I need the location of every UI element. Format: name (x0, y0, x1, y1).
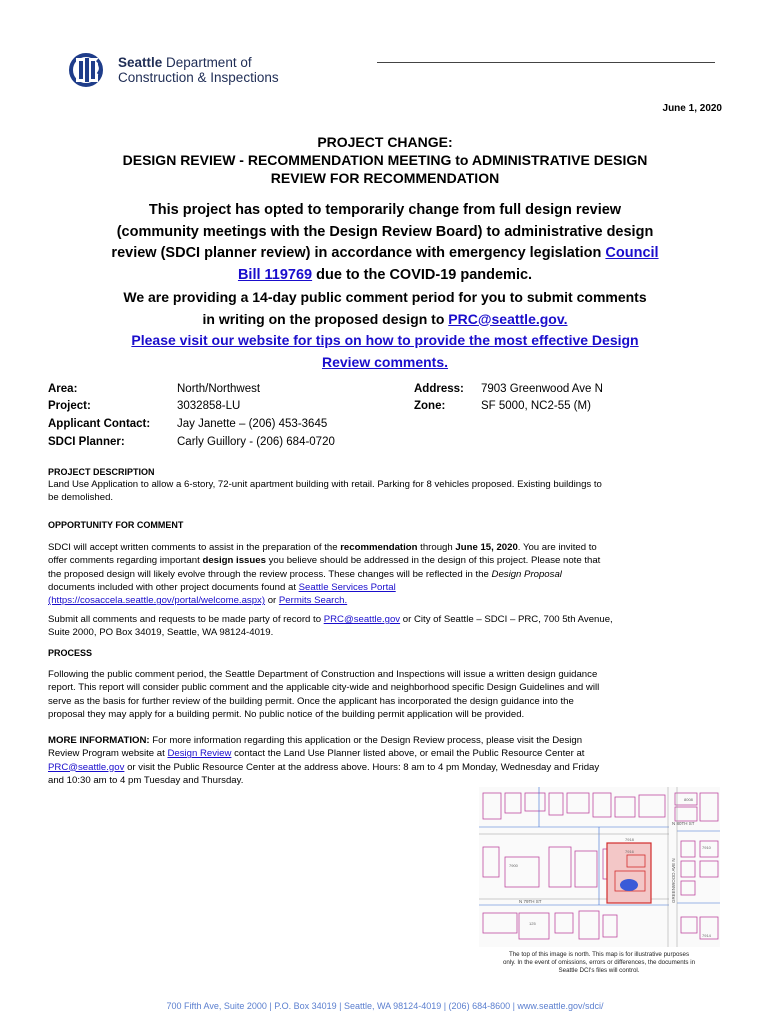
header-rule (377, 62, 715, 63)
lot-number: 125 (529, 921, 536, 926)
planner-label: SDCI Planner: (48, 436, 125, 448)
opp-text: you believe should be addressed in the design of this project. Please note that (265, 555, 601, 567)
prc-email-link[interactable]: PRC@seattle.gov. (448, 310, 568, 327)
project-description-text (48, 478, 724, 505)
intro-line-3: review (SDCI planner review) in accordance with emergency legislation (111, 245, 606, 261)
map-note-line-1: The top of this image is north. This map is for illustrative purposes (508, 951, 690, 958)
submit-address: Suite 2000, PO Box 34019, Seattle, WA 98124-4019. (48, 627, 274, 639)
address-label: Address: (414, 383, 464, 395)
council-bill-link[interactable]: Council (605, 245, 659, 261)
opp-text: the proposed design will likely evolve through the review process. These changes will be reflected in the (48, 568, 492, 580)
process-heading: PROCESS (48, 648, 93, 658)
area-label: Area: (48, 383, 78, 395)
address-value: 7903 Greenwood Ave N (481, 383, 603, 395)
submit-text: or City of Seattle – SDCI – PRC, 700 5th Avenue, (400, 614, 613, 625)
zone-label: Zone: (414, 400, 446, 412)
project-label: Project: (48, 400, 91, 412)
process-line-4: proposal they may apply for a building permit. No public notice of the building permit application will be provided. (48, 708, 525, 720)
more-info-hours: and 10:30 am to 4 pm Tuesday and Thursday. (48, 774, 244, 786)
more-info-text: Review Program website at (48, 748, 168, 760)
org-name-line2: Construction & Inspections (118, 70, 279, 85)
planner-value: Carly Guillory - (206) 684-0720 (177, 436, 335, 448)
comment-line-1: We are providing a 14-day public comment period for you to submit comments (123, 289, 647, 305)
zone-value: SF 5000, NC2-55 (M) (481, 400, 591, 412)
lot-number: 7914 (702, 933, 711, 938)
area-value: North/Northwest (177, 383, 261, 395)
org-name-bold: Seattle (118, 55, 163, 70)
portal-url-link[interactable]: (https://cosaccela.seattle.gov/portal/welcome.aspx) (48, 595, 266, 607)
org-name-line1: Department of (166, 55, 252, 70)
project-description-heading: PROJECT DESCRIPTION (48, 467, 155, 477)
site-location-map (479, 787, 720, 947)
process-line-3: serve as the basis for further review of the building permit. Once the applicant has incorporated the design guidance into the (48, 695, 574, 707)
opp-text: or (265, 595, 279, 607)
submit-text: Submit all comments and requests to be made party of record to (48, 614, 324, 625)
opp-bold-design-issues: design issues (202, 555, 266, 567)
process-line-2: report. This report will consider public comment and the applicable city-wide and neighborhood specific Design Guidelines and will (48, 682, 600, 694)
intro-statement (50, 200, 720, 286)
page-footer: 700 Fifth Ave, Suite 2000 | P.O. Box 34019 | Seattle, WA 98124-4019 | (206) 684-8600 | www.seattle.gov/sdci/ (166, 1001, 604, 1011)
street-label-n79: N 79TH ST (519, 899, 542, 904)
comment-line-2: in writing on the proposed design to (202, 310, 449, 327)
title-line-1: PROJECT CHANGE: (317, 134, 453, 150)
city-seal-icon (68, 52, 112, 88)
prc-email-link-2[interactable]: PRC@seattle.gov (323, 614, 401, 625)
design-review-tips-link-cont[interactable]: Review comments. (321, 353, 449, 370)
opportunity-paragraph (48, 541, 724, 607)
lot-number: 7910 (702, 845, 711, 850)
more-info-text: contact the Land Use Planner listed above, or email the Public Resource Center at (231, 748, 585, 760)
map-note-line-3: Seattle DCI's files will control. (558, 967, 640, 974)
services-portal-link[interactable]: Seattle Services Portal (298, 581, 396, 593)
contact-value: Jay Janette – (206) 453-3645 (177, 418, 328, 430)
opp-text: . You are invited to (517, 542, 597, 553)
council-bill-link-cont[interactable]: Bill 119769 (237, 266, 313, 283)
submit-comments-paragraph (48, 613, 724, 640)
lot-number: 8008 (684, 797, 693, 802)
lot-number: 7918 (625, 837, 634, 842)
intro-line-4: due to the COVID-19 pandemic. (312, 266, 533, 283)
title-line-2: DESIGN REVIEW - RECOMMENDATION MEETING to ADMINISTRATIVE DESIGN (122, 152, 648, 168)
more-information-paragraph (48, 734, 724, 787)
lot-number: 7916 (625, 849, 634, 854)
project-value: 3032858-LU (177, 400, 241, 412)
permits-search-link[interactable]: Permits Search. (278, 595, 348, 607)
process-paragraph (48, 668, 724, 721)
opp-text: through (417, 542, 456, 553)
opp-italic-design-proposal: Design Proposal (491, 568, 562, 580)
project-description-line-1: Land Use Application to allow a 6-story, 72-unit apartment building with retail. Parking for 8 vehicles proposed. Existing buildings to (48, 479, 602, 490)
opp-text: offer comments regarding important (48, 555, 203, 567)
opp-text: SDCI will accept written comments to assist in the preparation of the (48, 542, 341, 553)
opp-text: documents included with other project documents found at (48, 581, 299, 593)
sdci-logo (68, 52, 328, 88)
more-info-text: or visit the Public Resource Center at the address above. Hours: 8 am to 4 pm Monday, Wednesday and Friday (124, 761, 600, 773)
design-review-tips-link[interactable]: Please visit our website for tips on how to provide the most effective Design (131, 332, 639, 348)
intro-line-2: (community meetings with the Design Review Board) to administrative design (116, 223, 654, 240)
street-label-n80: N 80TH ST (672, 821, 695, 826)
intro-line-1: This project has opted to temporarily change from full design review (148, 202, 622, 218)
title-line-3: REVIEW FOR RECOMMENDATION (270, 170, 500, 186)
more-info-text: For more information regarding this application or the Design Review process, please visit the Design (149, 735, 583, 746)
notice-date: June 1, 2020 (662, 103, 722, 114)
process-line-1: Following the public comment period, the Seattle Department of Construction and Inspections will issue a written design guidance (48, 669, 598, 680)
more-info-label: MORE INFORMATION: (48, 735, 150, 746)
org-name (118, 55, 279, 85)
project-description-line-2: be demolished. (48, 492, 114, 504)
comment-period-statement (50, 287, 720, 373)
opportunity-heading: OPPORTUNITY FOR COMMENT (48, 520, 184, 530)
opp-bold-recommendation: recommendation (340, 542, 418, 553)
street-label-greenwood: GREENWOOD AVE N (671, 858, 676, 903)
map-disclaimer (474, 951, 724, 975)
map-note-line-2: only. In the event of omissions, errors or differences, the documents in (502, 959, 696, 966)
lot-number: 7900 (509, 863, 518, 868)
contact-label: Applicant Contact: (48, 418, 151, 430)
design-review-link[interactable]: Design Review (167, 748, 232, 760)
opp-bold-deadline: June 15, 2020 (455, 542, 518, 553)
notice-title (55, 133, 715, 187)
prc-email-link-3[interactable]: PRC@seattle.gov (48, 761, 125, 773)
